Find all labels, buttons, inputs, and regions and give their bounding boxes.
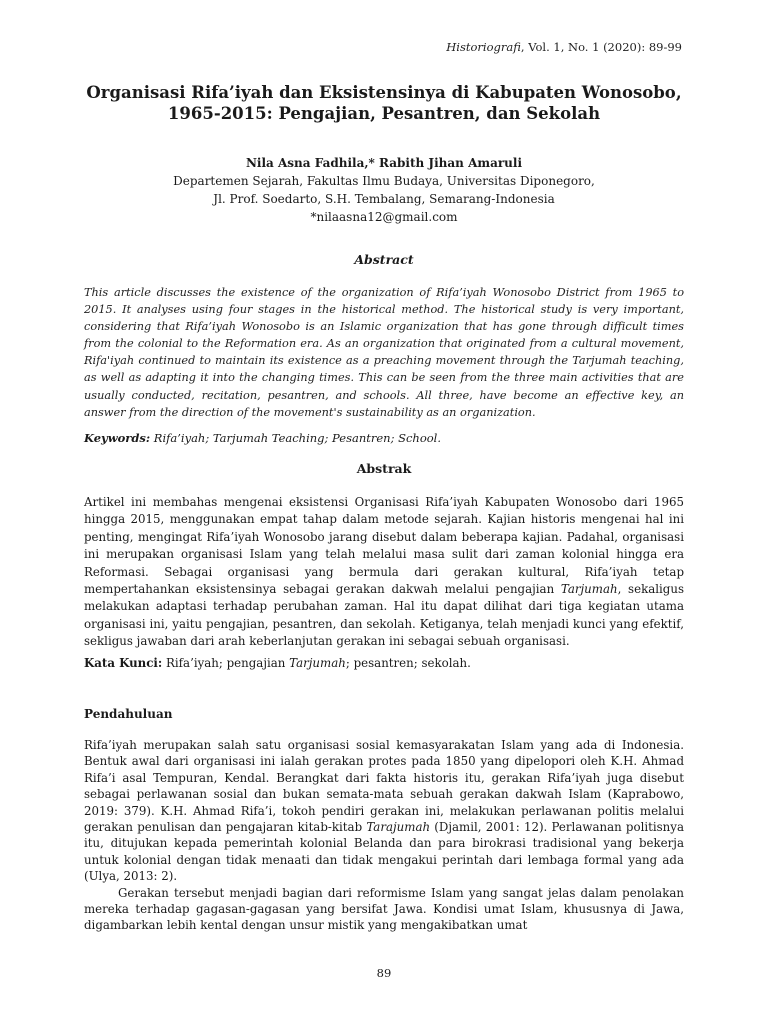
intro-p1-italic: Tarajumah (366, 820, 431, 835)
article-title: Organisasi Rifa’iyah dan Eksistensinya di Kabupaten Wonosobo, 1965-2015: Pengajian, Pesantren, dan Sekolah (86, 83, 682, 123)
affiliation-line-2: Jl. Prof. Soedarto, S.H. Tembalang, Semarang-Indonesia (213, 192, 555, 206)
abstract-english: This article discusses the existence of the organization of Rifa’iyah Wonosobo District from 1965 to 2015. It analyses using four stages in the historical method. The historical study is very important, considering that Rifa’iyah Wonosobo is an Islamic organization that has gone through difficult times from the colonial to the Reformation era. As an organization that originated from a cultural movement, Rifa'iyah continued to maintain its existence as a preaching movement through the Tarjumah teaching, as well as adapting it into the changing times. This can be seen from the three main activities that are usually conducted, recitation, pesantren, and schools. All three, have become an effective key, an answer from the direction of the movement's sustainability as an organization. (84, 286, 684, 419)
abstrak-text-1: Artikel ini membahas mengenai eksistensi Organisasi Rifa’iyah Kabupaten Wonosobo dari 1965 hingga 2015, menggunakan empat tahap dalam metode sejarah. Kajian historis mengenai hal ini penting, mengingat Rifa’iyah Wonosobo jarang disebut dalam beberapa kajian. Padahal, organisasi ini merupakan organisasi Islam yang telah melalui masa sulit dari zaman kolonial hingga era Reformasi. Sebagai organisasi yang bermula dari gerakan kultural, Rifa’iyah tetap mempertahankan eksistensinya sebagai gerakan dakwah melalui pengajian (84, 495, 684, 597)
intro-p1-text-b: (Djamil, 2001: 12). Perlawanan politisnya itu, ditujukan kepada pemerintah kolonial Belanda dan para birokrasi tradisional yang bekerja untuk kolonial dengan tidak menaati dan tidak mengakui perintah dari lembaga formal yang ada (Ulya, 2013: 2). (84, 820, 684, 884)
journal-name: Historiografi (446, 40, 521, 54)
journal-citation: , Vol. 1, No. 1 (2020): 89-99 (520, 40, 682, 54)
introduction-heading: Pendahuluan (84, 707, 173, 721)
page-number: 89 (376, 966, 392, 980)
intro-paragraph-1 (84, 737, 684, 885)
abstract-indonesian (84, 494, 684, 651)
keywords-english (84, 431, 684, 445)
intro-paragraph-2: Gerakan tersebut menjadi bagian dari reformisme Islam yang sangat jelas dalam penolakan mereka terhadap gagasan-gagasan yang bersifat Jawa. Kondisi umat Islam, khususnya di Jawa, digambarkan lebih kental dengan unsur mistik yang mengakibatkan umat (84, 885, 684, 933)
kata-kunci-1: Rifa’iyah; pengajian (162, 656, 290, 670)
keywords-indonesian (84, 656, 684, 670)
introduction-body (84, 737, 684, 934)
kata-kunci-2: ; pesantren; sekolah. (345, 656, 471, 670)
keywords-list: Rifa’iyah; Tarjumah Teaching; Pesantren; School. (150, 431, 442, 445)
author-names: Nila Asna Fadhila,* Rabith Jihan Amaruli (245, 156, 523, 170)
keywords-label: Keywords: (84, 431, 151, 445)
abstrak-italic-term: Tarjumah (560, 582, 618, 597)
abstrak-heading: Abstrak (356, 461, 412, 476)
abstract-heading: Abstract (354, 252, 414, 267)
kata-kunci-italic: Tarjumah (289, 656, 346, 670)
abstrak-text-2: , sekaligus melakukan adaptasi terhadap perubahan zaman. Hal itu dapat dilihat dari tiga kegiatan utama organisasi ini, yaitu pengajian, pesantren, dan sekolah. Ketiganya, telah menjadi kunci yang efektif, sekligus jawaban dari arah keberlanjutan gerakan ini sebagai sebuah organisasi. (84, 582, 684, 649)
author-block (84, 154, 684, 226)
intro-p1-text-a: Rifa’iyah merupakan salah satu organisasi sosial kemasyarakatan Islam yang ada di Indonesia. Bentuk awal dari organisasi ini ialah gerakan protes pada 1850 yang dipelopori oleh K.H. Ahmad Rifa’i asal Tempuran, Kendal. Berangkat dari fakta historis itu, gerakan Rifa’iyah juga disebut sebagai perlawanan sosial dan bukan semata-mata sebuah gerakan dakwah Islam (Kaprabowo, 2019: 379). K.H. Ahmad Rifa’i, tokoh pendiri gerakan ini, melakukan perlawanan politis melalui gerakan penulisan dan pengajaran kitab-kitab (84, 738, 684, 835)
author-email: *nilaasna12@gmail.com (310, 210, 458, 224)
running-header (446, 40, 682, 54)
kata-kunci-label: Kata Kunci: (84, 656, 163, 670)
affiliation-line-1: Departemen Sejarah, Fakultas Ilmu Budaya, Universitas Diponegoro, (173, 174, 595, 188)
